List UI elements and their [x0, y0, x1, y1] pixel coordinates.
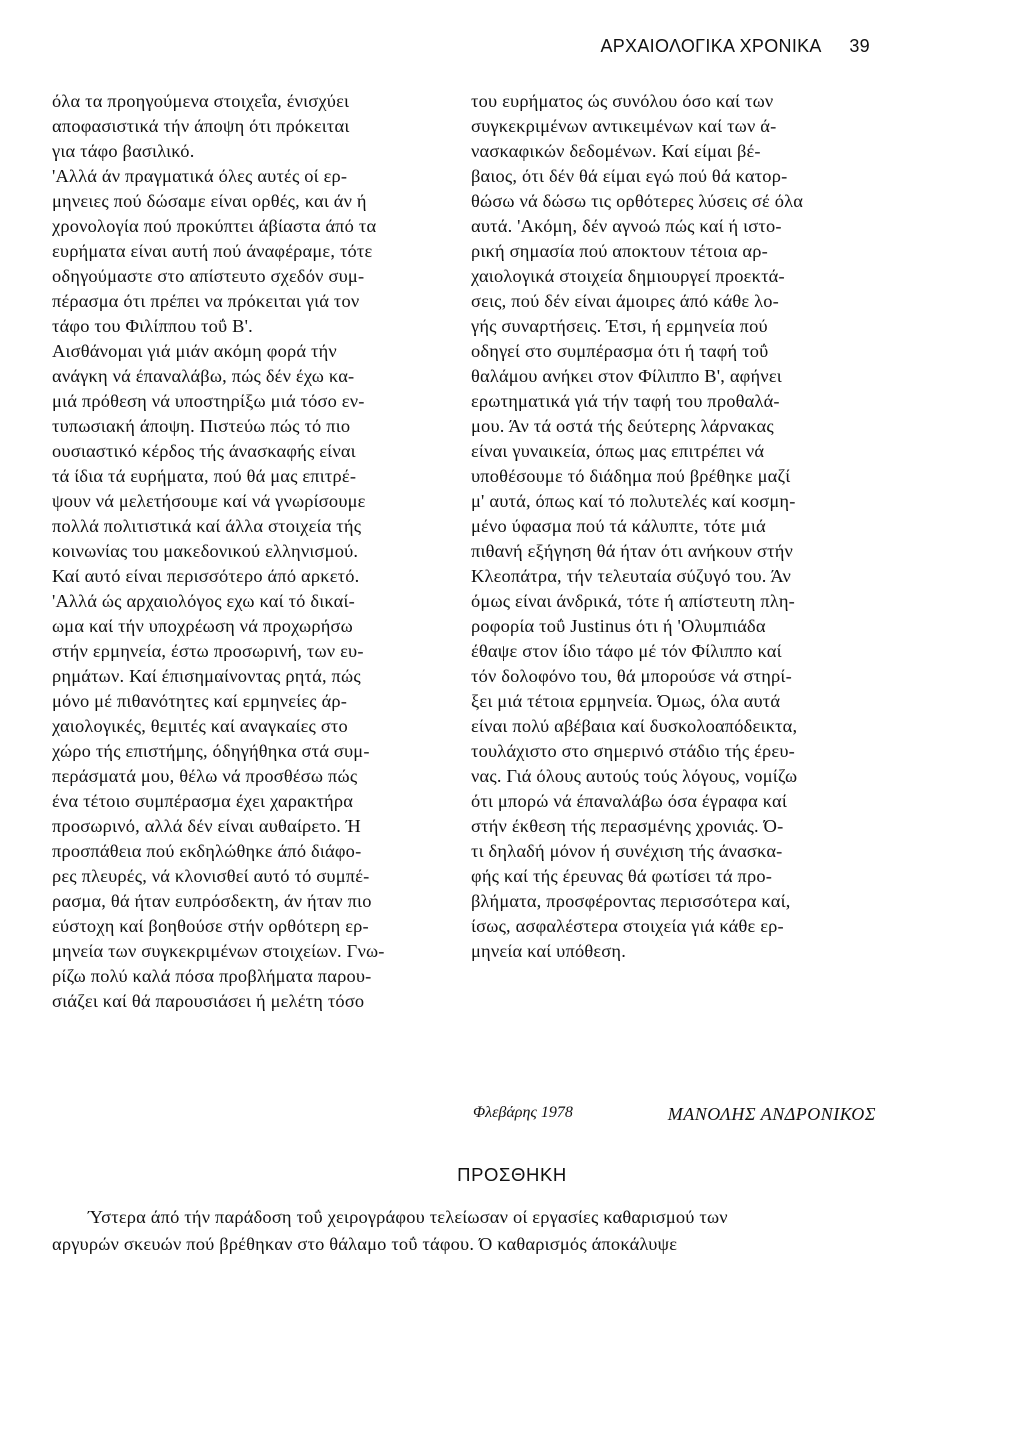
- text-line: σεις, πού δέν είναι άμοιρες άπό κάθε λο-: [471, 291, 779, 311]
- text-line: μηνεία καί υπόθεση.: [471, 941, 627, 961]
- left-column: [52, 89, 447, 1014]
- text-line: χαιολογικά στοιχεία δημιουργεί προεκτά-: [471, 266, 785, 286]
- text-line: ροφορία τοΰ Justinus ότι ή 'Ολυμπιάδα: [471, 616, 766, 636]
- page-number: 39: [849, 36, 870, 56]
- text-line: στήν έκθεση τής περασμένης χρονιάς. Ό-: [471, 816, 784, 836]
- text-line: ότι μπορώ νά έπαναλάβω όσα έγραφα καί: [471, 791, 788, 811]
- text-line: Ύστερα άπό τήν παράδοση τοΰ χειρογράφου τελείωσαν οί εργασίες καθαρισμού των: [88, 1207, 728, 1227]
- running-header: [0, 36, 870, 57]
- text-line: θώσω νά δώσω τις ορθότερες λύσεις σέ όλα: [471, 191, 804, 211]
- signature-place-date: Φλεβάρης 1978: [473, 1104, 573, 1121]
- text-line: κοινωνίας του μακεδονικού ελληνισμού.: [52, 541, 359, 561]
- signature: [471, 1104, 876, 1130]
- text-line: εύστοχη καί βοηθούσε στήν ορθότερη ερ-: [52, 916, 369, 936]
- text-line: προσπάθεια πού εκδηλώθηκε άπό διάφο-: [52, 841, 362, 861]
- text-line: μ' αυτά, όπως καί τό πολυτελές καί κοσμη-: [471, 491, 796, 511]
- text-line: πιθανή εξήγηση θά ήταν ότι ανήκουν στήν: [471, 541, 794, 561]
- text-line: ρημάτων. Καί έπισημαίνοντας ρητά, πώς: [52, 666, 361, 686]
- text-line: βαιος, ότι δέν θά είμαι εγώ πού θά κατορ-: [471, 166, 788, 186]
- text-line: μόνο μέ πιθανότητες καί ερμηνείες άρ-: [52, 691, 348, 711]
- text-line: ανάγκη νά έπαναλάβω, πώς δέν έχω κα-: [52, 366, 355, 386]
- text-line: ψουν νά μελετήσουμε καί νά γνωρίσουμε: [52, 491, 366, 511]
- text-line: ωμα καί τήν υποχρέωση νά προχωρήσω: [52, 616, 353, 636]
- text-line: ουσιαστικό κέρδος τής άνασκαφής είναι: [52, 441, 356, 461]
- text-line: τάφο του Φιλίππου τοΰ Β'.: [52, 316, 253, 336]
- text-line: Κλεοπάτρα, τήν τελευταία σύζυγό του. Άν: [471, 566, 791, 586]
- text-line: οδηγεί στο συμπέρασμα ότι ή ταφή τοΰ: [471, 341, 769, 361]
- text-line: μηνειες πού δώσαμε είναι ορθές, και άν ή: [52, 191, 367, 211]
- text-line: τι δηλαδή μόνον ή συνέχιση τής άνασκα-: [471, 841, 783, 861]
- right-column: [471, 89, 876, 964]
- text-line: στήν ερμηνεία, έστω προσωρινή, των ευ-: [52, 641, 364, 661]
- text-line: αυτά. 'Ακόμη, δέν αγνοώ πώς καί ή ιστο-: [471, 216, 782, 236]
- text-line: ρασμα, θά ήταν ευπρόσδεκτη, άν ήταν πιο: [52, 891, 372, 911]
- addendum-body: [52, 1204, 882, 1258]
- text-line: 'Αλλά άν πραγματικά όλες αυτές οί ερ-: [52, 166, 348, 186]
- text-line: 'Αλλά ώς αρχαιολόγος εχω καί τό δικαί-: [52, 591, 355, 611]
- text-line: μιά πρόθεση νά υποστηρίξω μιά τόσο εν-: [52, 391, 365, 411]
- text-line: σιάζει καί θά παρουσιάσει ή μελέτη τόσο: [52, 991, 365, 1011]
- text-line: ρίζω πολύ καλά πόσα προβλήματα παρου-: [52, 966, 372, 986]
- text-line: αποφασιστικά τήν άποψη ότι πρόκειται: [52, 116, 350, 136]
- addendum-title: ΠΡΟΣΘΗΚΗ: [457, 1164, 567, 1185]
- text-line: ένα τέτοιο συμπέρασμα έχει χαρακτήρα: [52, 791, 354, 811]
- text-line: τά ίδια τά ευρήματα, πού θά μας επιτρέ-: [52, 466, 357, 486]
- running-title: ΑΡΧΑΙΟΛΟΓΙΚΑ ΧΡΟΝΙΚΑ: [600, 36, 821, 56]
- text-line: πέρασμα ότι πρέπει να πρόκειται γιά τον: [52, 291, 360, 311]
- text-line: Αισθάνομαι γιά μιάν ακόμη φορά τήν: [52, 341, 337, 361]
- text-line: χαιολογικές, θεμιτές καί αναγκαίες στο: [52, 716, 348, 736]
- text-line: τόν δολοφόνο του, θά μπορούσε νά στηρί-: [471, 666, 792, 686]
- text-line: αργυρών σκευών πού βρέθηκαν στο θάλαμο τοΰ τάφου. Ό καθαρισμός άποκάλυψε: [52, 1234, 678, 1254]
- text-line: τυπωσιακή άποψη. Πιστεύω πώς τό πιο: [52, 416, 351, 436]
- text-line: περάσματά μου, θέλω νά προσθέσω πώς: [52, 766, 358, 786]
- text-line: νας. Γιά όλους αυτούς τούς λόγους, νομίζω: [471, 766, 798, 786]
- text-line: έθαψε στον ίδιο τάφο μέ τόν Φίλιππο καί: [471, 641, 782, 661]
- text-line: βλήματα, προσφέροντας περισσότερα καί,: [471, 891, 791, 911]
- text-line: ρική σημασία πού αποκτουν τέτοια αρ-: [471, 241, 768, 261]
- text-line: μου. Άν τά οστά τής δεύτερης λάρνακας: [471, 416, 774, 436]
- signature-author: ΜΑΝΟΛΗΣ ΑΝΔΡΟΝΙΚΟΣ: [667, 1104, 876, 1124]
- text-line: προσωρινό, αλλά δέν είναι αυθαίρετο. Ή: [52, 816, 361, 836]
- text-line: νασκαφικών δεδομένων. Καί είμαι βέ-: [471, 141, 761, 161]
- text-line: γής συναρτήσεις. Έτσι, ή ερμηνεία πού: [471, 316, 768, 336]
- text-line: μένο ύφασμα πού τά κάλυπτε, τότε μιά: [471, 516, 766, 536]
- text-line: πολλά πολιτιστικά καί άλλα στοιχεία τής: [52, 516, 362, 536]
- text-line: ξει μιά τέτοια ερμηνεία. Όμως, όλα αυτά: [471, 691, 781, 711]
- text-line: όλα τα προηγούμενα στοιχεΐα, ένισχύει: [52, 91, 350, 111]
- text-line: ρες πλευρές, νά κλονισθεί αυτό τό συμπέ-: [52, 866, 370, 886]
- text-line: ερωτηματικά γιά τήν ταφή του προθαλά-: [471, 391, 780, 411]
- text-line: είναι γυναικεία, όπως μας επιτρέπει νά: [471, 441, 765, 461]
- text-line: ίσως, ασφαλέστερα στοιχεία γιά κάθε ερ-: [471, 916, 784, 936]
- text-line: για τάφο βασιλικό.: [52, 141, 195, 161]
- text-line: ευρήματα είναι αυτή πού άναφέραμε, τότε: [52, 241, 373, 261]
- text-line: Καί αυτό είναι περισσότερο άπό αρκετό.: [52, 566, 360, 586]
- text-line: μηνεία των συγκεκριμένων στοιχείων. Γνω-: [52, 941, 385, 961]
- text-line: όμως είναι άνδρικά, τότε ή απίστευτη πλη-: [471, 591, 795, 611]
- text-line: του ευρήματος ώς συνόλου όσο καί των: [471, 91, 774, 111]
- text-line: χώρο τής επιστήμης, όδηγήθηκα στά συμ-: [52, 741, 370, 761]
- text-line: τουλάχιστο στο σημερινό στάδιο τής έρευ-: [471, 741, 795, 761]
- text-line: συγκεκριμένων αντικειμένων καί των ά-: [471, 116, 777, 136]
- text-line: φής καί τής έρευνας θά φωτίσει τά προ-: [471, 866, 773, 886]
- text-line: θαλάμου ανήκει στον Φίλιππο Β', αφήνει: [471, 366, 782, 386]
- text-line: οδηγούμαστε στο απίστευτο σχεδόν συμ-: [52, 266, 365, 286]
- text-line: χρονολογία πού προκύπτει άβίαστα άπό τα: [52, 216, 377, 236]
- text-line: είναι πολύ αβέβαια καί δυσκολοαπόδεικτα,: [471, 716, 798, 736]
- text-line: υποθέσουμε τό διάδημα πού βρέθηκε μαζί: [471, 466, 791, 486]
